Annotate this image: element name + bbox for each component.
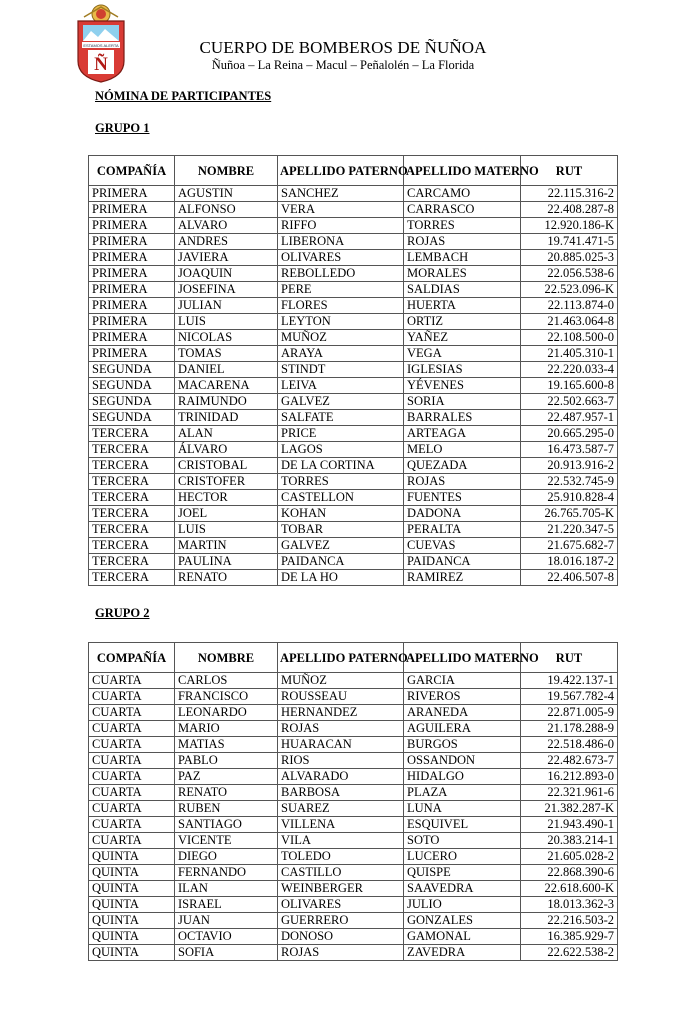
cell-maternal-surname: ARANEDA <box>404 705 521 721</box>
cell-paternal-surname: VERA <box>278 202 404 218</box>
cell-name: TRINIDAD <box>175 410 278 426</box>
cell-maternal-surname: ROJAS <box>404 234 521 250</box>
table-row <box>89 753 618 769</box>
cell-name: RENATO <box>175 570 278 586</box>
cell-maternal-surname: TORRES <box>404 218 521 234</box>
cell-rut: 22.216.503-2 <box>521 913 618 929</box>
table-row <box>89 490 618 506</box>
cell-company: PRIMERA <box>89 234 175 250</box>
cell-rut: 21.405.310-1 <box>521 346 618 362</box>
cell-company: TERCERA <box>89 442 175 458</box>
cell-company: QUINTA <box>89 897 175 913</box>
cell-maternal-surname: PAIDANCA <box>404 554 521 570</box>
cell-name: RUBEN <box>175 801 278 817</box>
column-header-rut: RUT <box>521 643 618 673</box>
cell-rut: 22.406.507-8 <box>521 570 618 586</box>
cell-name: ILAN <box>175 881 278 897</box>
cell-paternal-surname: LIBERONA <box>278 234 404 250</box>
cell-name: CRISTOFER <box>175 474 278 490</box>
cell-company: PRIMERA <box>89 282 175 298</box>
cell-name: MARTIN <box>175 538 278 554</box>
cell-rut: 19.422.137-1 <box>521 673 618 689</box>
cell-rut: 21.943.490-1 <box>521 817 618 833</box>
cell-rut: 22.502.663-7 <box>521 394 618 410</box>
cell-paternal-surname: ROJAS <box>278 945 404 961</box>
table-row <box>89 833 618 849</box>
cell-company: CUARTA <box>89 769 175 785</box>
cell-name: JAVIERA <box>175 250 278 266</box>
cell-company: QUINTA <box>89 881 175 897</box>
cell-paternal-surname: CASTELLON <box>278 490 404 506</box>
cell-company: CUARTA <box>89 705 175 721</box>
cell-maternal-surname: BARRALES <box>404 410 521 426</box>
cell-rut: 22.108.500-0 <box>521 330 618 346</box>
table-row <box>89 234 618 250</box>
cell-company: QUINTA <box>89 865 175 881</box>
cell-maternal-surname: HIDALGO <box>404 769 521 785</box>
cell-paternal-surname: SALFATE <box>278 410 404 426</box>
cell-company: CUARTA <box>89 689 175 705</box>
cell-rut: 12.920.186-K <box>521 218 618 234</box>
cell-company: TERCERA <box>89 522 175 538</box>
cell-paternal-surname: TORRES <box>278 474 404 490</box>
cell-paternal-surname: PRICE <box>278 426 404 442</box>
cell-maternal-surname: BURGOS <box>404 737 521 753</box>
cell-rut: 16.385.929-7 <box>521 929 618 945</box>
cell-maternal-surname: RIVEROS <box>404 689 521 705</box>
cell-company: PRIMERA <box>89 266 175 282</box>
table-header-row <box>89 156 618 186</box>
cell-paternal-surname: GUERRERO <box>278 913 404 929</box>
cell-paternal-surname: HERNANDEZ <box>278 705 404 721</box>
column-header-company: COMPAÑÍA <box>89 643 175 673</box>
cell-paternal-surname: KOHAN <box>278 506 404 522</box>
cell-maternal-surname: HUERTA <box>404 298 521 314</box>
cell-name: DIEGO <box>175 849 278 865</box>
column-header-maternal-surname: APELLIDO MATERNO <box>404 643 521 673</box>
cell-paternal-surname: PAIDANCA <box>278 554 404 570</box>
cell-company: CUARTA <box>89 785 175 801</box>
cell-company: CUARTA <box>89 801 175 817</box>
column-header-paternal-surname: APELLIDO PATERNO <box>278 643 404 673</box>
cell-name: VICENTE <box>175 833 278 849</box>
cell-rut: 22.115.316-2 <box>521 186 618 202</box>
table-row <box>89 394 618 410</box>
cell-company: PRIMERA <box>89 298 175 314</box>
cell-paternal-surname: ARAYA <box>278 346 404 362</box>
table-row <box>89 721 618 737</box>
cell-name: RENATO <box>175 785 278 801</box>
cell-paternal-surname: LAGOS <box>278 442 404 458</box>
cell-company: TERCERA <box>89 458 175 474</box>
cell-maternal-surname: LEMBACH <box>404 250 521 266</box>
cell-company: TERCERA <box>89 490 175 506</box>
cell-name: TOMAS <box>175 346 278 362</box>
cell-rut: 20.913.916-2 <box>521 458 618 474</box>
table-row <box>89 913 618 929</box>
cell-paternal-surname: OLIVARES <box>278 897 404 913</box>
cell-maternal-surname: IGLESIAS <box>404 362 521 378</box>
cell-maternal-surname: CARRASCO <box>404 202 521 218</box>
cell-name: DANIEL <box>175 362 278 378</box>
cell-name: OCTAVIO <box>175 929 278 945</box>
cell-name: JOEL <box>175 506 278 522</box>
cell-maternal-surname: DADONA <box>404 506 521 522</box>
cell-maternal-surname: QUEZADA <box>404 458 521 474</box>
cell-maternal-surname: GONZALES <box>404 913 521 929</box>
cell-maternal-surname: ORTIZ <box>404 314 521 330</box>
cell-name: ALFONSO <box>175 202 278 218</box>
cell-maternal-surname: ZAVEDRA <box>404 945 521 961</box>
cell-rut: 21.220.347-5 <box>521 522 618 538</box>
cell-maternal-surname: SOTO <box>404 833 521 849</box>
cell-name: PAZ <box>175 769 278 785</box>
cell-rut: 19.741.471-5 <box>521 234 618 250</box>
organization-title: CUERPO DE BOMBEROS DE ÑUÑOA <box>199 38 487 57</box>
cell-company: CUARTA <box>89 737 175 753</box>
cell-rut: 22.408.287-8 <box>521 202 618 218</box>
cell-rut: 26.765.705-K <box>521 506 618 522</box>
cell-company: PRIMERA <box>89 330 175 346</box>
cell-rut: 16.473.587-7 <box>521 442 618 458</box>
table-row <box>89 458 618 474</box>
cell-maternal-surname: VEGA <box>404 346 521 362</box>
column-header-company: COMPAÑÍA <box>89 156 175 186</box>
cell-rut: 22.618.600-K <box>521 881 618 897</box>
cell-paternal-surname: OLIVARES <box>278 250 404 266</box>
table-row <box>89 426 618 442</box>
cell-rut: 22.056.538-6 <box>521 266 618 282</box>
cell-paternal-surname: STINDT <box>278 362 404 378</box>
cell-maternal-surname: PLAZA <box>404 785 521 801</box>
cell-maternal-surname: QUISPE <box>404 865 521 881</box>
cell-name: CRISTOBAL <box>175 458 278 474</box>
cell-name: PAULINA <box>175 554 278 570</box>
table-row <box>89 929 618 945</box>
cell-company: QUINTA <box>89 929 175 945</box>
cell-company: QUINTA <box>89 945 175 961</box>
cell-company: QUINTA <box>89 913 175 929</box>
cell-rut: 22.220.033-4 <box>521 362 618 378</box>
table-row <box>89 881 618 897</box>
cell-paternal-surname: VILA <box>278 833 404 849</box>
table-row <box>89 673 618 689</box>
cell-rut: 18.016.187-2 <box>521 554 618 570</box>
cell-rut: 22.871.005-9 <box>521 705 618 721</box>
cell-rut: 22.622.538-2 <box>521 945 618 961</box>
cell-maternal-surname: AGUILERA <box>404 721 521 737</box>
cell-company: SEGUNDA <box>89 394 175 410</box>
table-row <box>89 314 618 330</box>
cell-rut: 19.165.600-8 <box>521 378 618 394</box>
table-row <box>89 442 618 458</box>
cell-maternal-surname: RAMIREZ <box>404 570 521 586</box>
cell-maternal-surname: SALDIAS <box>404 282 521 298</box>
cell-company: TERCERA <box>89 570 175 586</box>
cell-maternal-surname: GAMONAL <box>404 929 521 945</box>
cell-name: LUIS <box>175 314 278 330</box>
cell-name: JULIAN <box>175 298 278 314</box>
cell-maternal-surname: ARTEAGA <box>404 426 521 442</box>
cell-name: MATIAS <box>175 737 278 753</box>
cell-company: CUARTA <box>89 753 175 769</box>
cell-name: SANTIAGO <box>175 817 278 833</box>
cell-rut: 22.113.874-0 <box>521 298 618 314</box>
table-row <box>89 266 618 282</box>
cell-rut: 21.463.064-8 <box>521 314 618 330</box>
cell-rut: 21.382.287-K <box>521 801 618 817</box>
cell-paternal-surname: ROJAS <box>278 721 404 737</box>
table-row <box>89 865 618 881</box>
cell-paternal-surname: DE LA HO <box>278 570 404 586</box>
organization-subtitle: Ñuñoa – La Reina – Macul – Peñalolén – La Florida <box>211 58 475 72</box>
table-row <box>89 346 618 362</box>
cell-name: MACARENA <box>175 378 278 394</box>
table-row <box>89 897 618 913</box>
cell-name: CARLOS <box>175 673 278 689</box>
cell-paternal-surname: LEIVA <box>278 378 404 394</box>
cell-maternal-surname: MELO <box>404 442 521 458</box>
cell-name: RAIMUNDO <box>175 394 278 410</box>
cell-name: ALAN <box>175 426 278 442</box>
table-row <box>89 202 618 218</box>
emblem-motto: ESTAMOS ALERTA <box>83 42 119 48</box>
cell-rut: 21.178.288-9 <box>521 721 618 737</box>
cell-rut: 20.885.025-3 <box>521 250 618 266</box>
cell-rut: 20.665.295-0 <box>521 426 618 442</box>
document-title: NÓMINA DE PARTICIPANTES <box>95 89 272 103</box>
group-1-table <box>88 155 618 586</box>
table-row <box>89 506 618 522</box>
cell-paternal-surname: ALVARADO <box>278 769 404 785</box>
cell-rut: 21.675.682-7 <box>521 538 618 554</box>
column-header-name: NOMBRE <box>175 156 278 186</box>
cell-company: TERCERA <box>89 554 175 570</box>
table-row <box>89 801 618 817</box>
cell-name: ÁLVARO <box>175 442 278 458</box>
cell-paternal-surname: PERE <box>278 282 404 298</box>
cell-company: PRIMERA <box>89 346 175 362</box>
cell-rut: 22.868.390-6 <box>521 865 618 881</box>
table-row <box>89 186 618 202</box>
cell-name: ANDRES <box>175 234 278 250</box>
cell-name: MARIO <box>175 721 278 737</box>
cell-maternal-surname: JULIO <box>404 897 521 913</box>
cell-maternal-surname: CARCAMO <box>404 186 521 202</box>
cell-name: ALVARO <box>175 218 278 234</box>
table-row <box>89 378 618 394</box>
cell-paternal-surname: RIOS <box>278 753 404 769</box>
cell-company: TERCERA <box>89 426 175 442</box>
group-1-heading: GRUPO 1 <box>95 121 150 135</box>
table-row <box>89 474 618 490</box>
cell-maternal-surname: SAAVEDRA <box>404 881 521 897</box>
table-row <box>89 769 618 785</box>
table-row <box>89 410 618 426</box>
cell-name: NICOLAS <box>175 330 278 346</box>
cell-company: TERCERA <box>89 538 175 554</box>
cell-maternal-surname: LUNA <box>404 801 521 817</box>
cell-paternal-surname: FLORES <box>278 298 404 314</box>
table-row <box>89 298 618 314</box>
group-2-heading: GRUPO 2 <box>95 606 150 620</box>
cell-paternal-surname: SUAREZ <box>278 801 404 817</box>
table-row <box>89 538 618 554</box>
cell-company: SEGUNDA <box>89 410 175 426</box>
cell-paternal-surname: SANCHEZ <box>278 186 404 202</box>
cell-company: SEGUNDA <box>89 362 175 378</box>
cell-maternal-surname: LUCERO <box>404 849 521 865</box>
cell-company: PRIMERA <box>89 314 175 330</box>
cell-maternal-surname: ESQUIVEL <box>404 817 521 833</box>
cell-company: CUARTA <box>89 721 175 737</box>
cell-name: ISRAEL <box>175 897 278 913</box>
cell-name: PABLO <box>175 753 278 769</box>
cell-paternal-surname: DONOSO <box>278 929 404 945</box>
cell-paternal-surname: TOLEDO <box>278 849 404 865</box>
column-header-rut: RUT <box>521 156 618 186</box>
cell-name: LUIS <box>175 522 278 538</box>
cell-rut: 22.523.096-K <box>521 282 618 298</box>
column-header-name: NOMBRE <box>175 643 278 673</box>
cell-maternal-surname: YÉVENES <box>404 378 521 394</box>
table-row <box>89 737 618 753</box>
column-header-paternal-surname: APELLIDO PATERNO <box>278 156 404 186</box>
cell-rut: 20.383.214-1 <box>521 833 618 849</box>
cell-name: HECTOR <box>175 490 278 506</box>
cell-rut: 22.487.957-1 <box>521 410 618 426</box>
cell-rut: 22.321.961-6 <box>521 785 618 801</box>
cell-paternal-surname: WEINBERGER <box>278 881 404 897</box>
cell-company: PRIMERA <box>89 186 175 202</box>
group-2-table <box>88 642 618 961</box>
cell-name: JOAQUIN <box>175 266 278 282</box>
cell-maternal-surname: OSSANDON <box>404 753 521 769</box>
cell-maternal-surname: PERALTA <box>404 522 521 538</box>
cell-name: JUAN <box>175 913 278 929</box>
cell-maternal-surname: ROJAS <box>404 474 521 490</box>
table-row <box>89 705 618 721</box>
emblem-letter: Ñ <box>94 54 108 75</box>
cell-rut: 16.212.893-0 <box>521 769 618 785</box>
table-row <box>89 330 618 346</box>
cell-paternal-surname: TOBAR <box>278 522 404 538</box>
cell-paternal-surname: MUÑOZ <box>278 673 404 689</box>
cell-name: FRANCISCO <box>175 689 278 705</box>
cell-maternal-surname: CUEVAS <box>404 538 521 554</box>
table-row <box>89 945 618 961</box>
cell-rut: 18.013.362-3 <box>521 897 618 913</box>
cell-company: CUARTA <box>89 833 175 849</box>
cell-paternal-surname: ROUSSEAU <box>278 689 404 705</box>
cell-paternal-surname: MUÑOZ <box>278 330 404 346</box>
cell-company: SEGUNDA <box>89 378 175 394</box>
cell-paternal-surname: DE LA CORTINA <box>278 458 404 474</box>
cell-rut: 19.567.782-4 <box>521 689 618 705</box>
cell-name: AGUSTIN <box>175 186 278 202</box>
cell-maternal-surname: FUENTES <box>404 490 521 506</box>
cell-paternal-surname: REBOLLEDO <box>278 266 404 282</box>
cell-paternal-surname: RIFFO <box>278 218 404 234</box>
table-row <box>89 282 618 298</box>
cell-company: PRIMERA <box>89 250 175 266</box>
cell-paternal-surname: HUARACAN <box>278 737 404 753</box>
cell-company: PRIMERA <box>89 202 175 218</box>
cell-company: CUARTA <box>89 817 175 833</box>
table-header-row <box>89 643 618 673</box>
cell-name: JOSEFINA <box>175 282 278 298</box>
cell-name: FERNANDO <box>175 865 278 881</box>
table-row <box>89 785 618 801</box>
cell-paternal-surname: BARBOSA <box>278 785 404 801</box>
cell-paternal-surname: GALVEZ <box>278 394 404 410</box>
cell-rut: 25.910.828-4 <box>521 490 618 506</box>
cell-rut: 22.518.486-0 <box>521 737 618 753</box>
cell-maternal-surname: GARCIA <box>404 673 521 689</box>
table-row <box>89 218 618 234</box>
cell-company: PRIMERA <box>89 218 175 234</box>
table-row <box>89 250 618 266</box>
cell-rut: 22.482.673-7 <box>521 753 618 769</box>
cell-company: TERCERA <box>89 474 175 490</box>
cell-paternal-surname: VILLENA <box>278 817 404 833</box>
cell-company: QUINTA <box>89 849 175 865</box>
cell-rut: 21.605.028-2 <box>521 849 618 865</box>
table-row <box>89 689 618 705</box>
cell-paternal-surname: GALVEZ <box>278 538 404 554</box>
cell-maternal-surname: YAÑEZ <box>404 330 521 346</box>
table-row <box>89 522 618 538</box>
cell-rut: 22.532.745-9 <box>521 474 618 490</box>
cell-maternal-surname: SORIA <box>404 394 521 410</box>
cell-maternal-surname: MORALES <box>404 266 521 282</box>
cell-company: TERCERA <box>89 506 175 522</box>
table-row <box>89 570 618 586</box>
cell-paternal-surname: LEYTON <box>278 314 404 330</box>
table-row <box>89 362 618 378</box>
table-row <box>89 817 618 833</box>
cell-name: SOFIA <box>175 945 278 961</box>
fire-department-emblem <box>74 3 128 83</box>
cell-name: LEONARDO <box>175 705 278 721</box>
cell-paternal-surname: CASTILLO <box>278 865 404 881</box>
table-row <box>89 849 618 865</box>
table-row <box>89 554 618 570</box>
cell-company: CUARTA <box>89 673 175 689</box>
emblem-crest-icon <box>84 5 118 23</box>
column-header-maternal-surname: APELLIDO MATERNO <box>404 156 521 186</box>
